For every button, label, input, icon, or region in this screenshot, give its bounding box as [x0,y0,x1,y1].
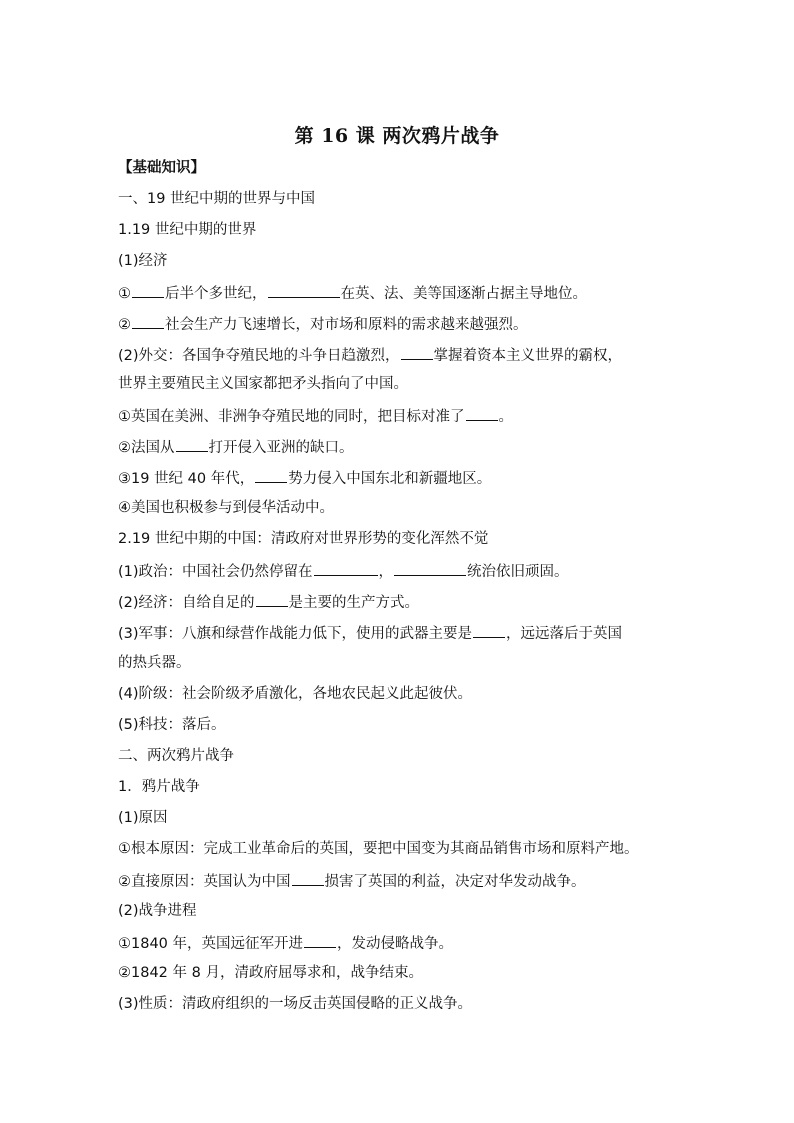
text-line: 世界主要殖民主义国家都把矛头指向了中国。 [118,376,408,392]
subheading: 1.19 世纪中期的世界 [118,222,257,238]
text-line: ②1842 年 8 月，清政府屈辱求和，战争结束。 [118,965,423,981]
fill-blank[interactable] [314,560,378,576]
fill-blank[interactable] [256,591,288,607]
subheading: 2.19 世纪中期的中国：清政府对世界形势的变化浑然不觉 [118,531,489,547]
fill-blank[interactable] [176,436,208,452]
text-line: (2)外交：各国争夺殖民地的斗争日趋激烈， 掌握着资本主义世界的霸权， [118,344,698,366]
fill-blank[interactable] [292,870,324,886]
fill-blank[interactable] [304,932,336,948]
fill-blank[interactable] [394,560,466,576]
text-line: (4)阶级：社会阶级矛盾激化，各地农民起义此起彼伏。 [118,686,473,702]
text-line: (5)科技：落后。 [118,717,226,733]
text-line: (1)政治：中国社会仍然停留在 ， 统治依旧顽固。 [118,560,698,582]
fill-blank[interactable] [132,313,164,329]
text-line: (3)性质：清政府组织的一场反击英国侵略的正义战争。 [118,996,473,1012]
item-heading: (2)战争进程 [118,903,197,919]
fill-blank[interactable] [132,282,164,298]
item-heading: (1)原因 [118,810,168,826]
section-header: 【基础知识】 [118,160,205,176]
fill-blank[interactable] [466,405,498,421]
text-line: ① 后半个多世纪， 在英、法、美等国逐渐占据主导地位。 [118,282,698,304]
text-line: ①根本原因：完成工业革命后的英国，要把中国变为其商品销售市场和原料产地。 [118,841,639,857]
fill-blank[interactable] [255,467,287,483]
text-line: ②法国从 打开侵入亚洲的缺口。 [118,436,698,458]
text-line: ④美国也积极参与到侵华活动中。 [118,500,334,516]
text-line: ①英国在美洲、非洲争夺殖民地的同时，把目标对准了 。 [118,405,698,427]
text-line: ② 社会生产力飞速增长，对市场和原料的需求越来越强烈。 [118,313,698,335]
text-line: ②直接原因：英国认为中国 损害了英国的利益，决定对华发动战争。 [118,870,698,892]
text-line: (3)军事：八旗和绿营作战能力低下，使用的武器主要是 ，远远落后于英国 [118,622,698,644]
text-line: ③19 世纪 40 年代， 势力侵入中国东北和新疆地区。 [118,467,698,489]
item-heading: (1)经济 [118,253,168,269]
fill-blank[interactable] [268,282,340,298]
text-line: (2)经济：自给自足的 是主要的生产方式。 [118,591,698,613]
fill-blank[interactable] [473,622,505,638]
text-line: ①1840 年，英国远征军开进 ，发动侵略战争。 [118,932,698,954]
fill-blank[interactable] [401,344,433,360]
page-title: 第 16 课 两次鸦片战争 [294,125,500,147]
heading-2: 二、两次鸦片战争 [118,748,234,764]
heading-1: 一、19 世纪中期的世界与中国 [118,191,316,207]
text-line: 的热兵器。 [118,655,191,671]
subheading: 1．鸦片战争 [118,779,200,795]
